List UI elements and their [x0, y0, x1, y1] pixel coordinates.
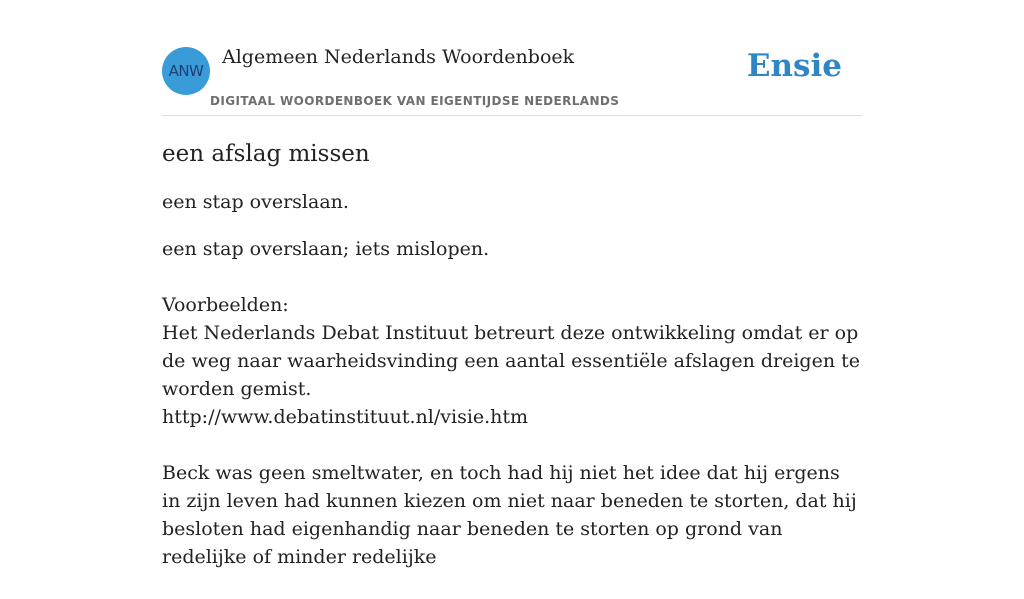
example-text: Beck was geen smeltwater, en toch had hij niet het idee dat hij ergens in zijn leven had kunnen kiezen om niet naar beneden te storten, dat hij besloten had eigenhandig naar beneden te storten op grond van redelijke of minder redelijke	[162, 462, 857, 568]
entry-term: een afslag missen	[162, 141, 370, 167]
examples-label: Voorbeelden:	[162, 294, 289, 316]
long-definition: een stap overslaan; iets mislopen.	[162, 238, 490, 260]
short-definition: een stap overslaan.	[162, 191, 349, 213]
anw-logo[interactable]: ANW	[162, 47, 210, 95]
example-item	[162, 459, 862, 571]
example-text: Het Nederlands Debat Instituut betreurt deze ontwikkeling omdat er op de weg naar waarheidsvinding een aantal essentiële afslagen dreigen te worden gemist.	[162, 322, 860, 400]
examples-section	[162, 291, 862, 571]
dictionary-title[interactable]: Algemeen Nederlands Woordenboek	[222, 46, 575, 68]
dictionary-subtitle: DIGITAAL WOORDENBOEK VAN EIGENTIJDSE NEDERLANDS	[210, 94, 620, 108]
site-header	[162, 46, 862, 116]
ensie-brand-link[interactable]: Ensie	[746, 48, 842, 84]
example-item	[162, 319, 862, 431]
example-source: http://www.debatinstituut.nl/visie.htm	[162, 406, 529, 428]
header-divider	[162, 115, 862, 116]
entry-content	[162, 138, 862, 599]
